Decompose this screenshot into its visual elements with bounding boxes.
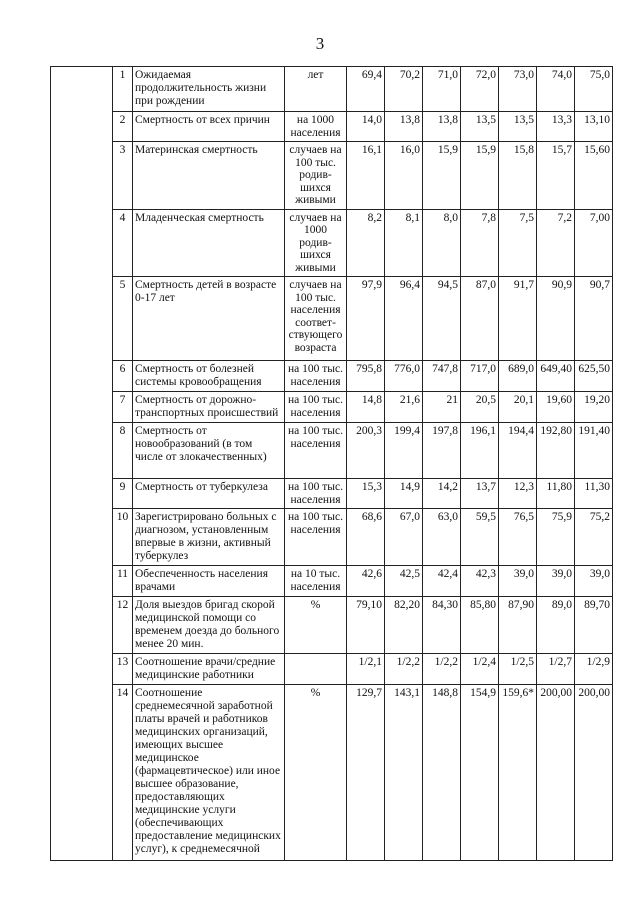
row-number: 1 [113, 67, 133, 112]
table-row [51, 112, 613, 142]
value-cell: 1/2,2 [385, 654, 423, 685]
value-cell: 42,3 [461, 566, 499, 597]
value-cell: 97,9 [347, 277, 385, 361]
unit-cell: на 100 тыс. населения [285, 479, 347, 509]
row-number: 8 [113, 423, 133, 479]
value-cell: 89,0 [537, 597, 575, 654]
value-cell: 148,8 [423, 685, 461, 861]
value-cell: 11,80 [537, 479, 575, 509]
value-cell: 67,0 [385, 509, 423, 566]
value-cell: 87,0 [461, 277, 499, 361]
value-cell: 68,6 [347, 509, 385, 566]
table-row [51, 685, 613, 861]
indicator-name: Смертность от всех причин [133, 112, 285, 142]
value-cell: 143,1 [385, 685, 423, 861]
indicator-name: Зарегистрировано больных с диагнозом, установленным впервые в жизни, активный туберкулез [133, 509, 285, 566]
value-cell: 20,1 [499, 392, 537, 423]
indicators-table [50, 66, 613, 861]
value-cell: 194,4 [499, 423, 537, 479]
value-cell: 96,4 [385, 277, 423, 361]
value-cell: 74,0 [537, 67, 575, 112]
indicator-name: Доля выездов бригад скорой медицинской помощи со временем доезда до больного менее 20 мин. [133, 597, 285, 654]
value-cell: 1/2,5 [499, 654, 537, 685]
value-cell: 94,5 [423, 277, 461, 361]
value-cell: 72,0 [461, 67, 499, 112]
value-cell: 1/2,4 [461, 654, 499, 685]
value-cell: 76,5 [499, 509, 537, 566]
table-row [51, 277, 613, 361]
value-cell: 21 [423, 392, 461, 423]
value-cell: 14,2 [423, 479, 461, 509]
value-cell: 13,8 [385, 112, 423, 142]
table-row [51, 597, 613, 654]
indicator-name: Соотношение врачи/средние медицинские работники [133, 654, 285, 685]
value-cell: 649,40 [537, 361, 575, 392]
value-cell: 84,30 [423, 597, 461, 654]
value-cell: 7,8 [461, 209, 499, 277]
value-cell: 12,3 [499, 479, 537, 509]
value-cell: 13,5 [461, 112, 499, 142]
value-cell: 87,90 [499, 597, 537, 654]
value-cell: 14,9 [385, 479, 423, 509]
value-cell: 75,2 [575, 509, 613, 566]
value-cell: 82,20 [385, 597, 423, 654]
unit-cell: % [285, 685, 347, 861]
unit-cell: на 100 тыс. населения [285, 509, 347, 566]
row-number: 2 [113, 112, 133, 142]
table-row [51, 392, 613, 423]
value-cell: 15,9 [423, 142, 461, 210]
table-row [51, 209, 613, 277]
value-cell: 1/2,7 [537, 654, 575, 685]
indicator-name: Младенческая смертность [133, 209, 285, 277]
table-row [51, 361, 613, 392]
value-cell: 1/2,1 [347, 654, 385, 685]
value-cell: 39,0 [575, 566, 613, 597]
value-cell: 59,5 [461, 509, 499, 566]
value-cell: 192,80 [537, 423, 575, 479]
value-cell: 154,9 [461, 685, 499, 861]
value-cell: 8,1 [385, 209, 423, 277]
unit-cell: лет [285, 67, 347, 112]
row-number: 6 [113, 361, 133, 392]
value-cell: 16,0 [385, 142, 423, 210]
value-cell: 75,0 [575, 67, 613, 112]
value-cell: 159,6* [499, 685, 537, 861]
row-number: 3 [113, 142, 133, 210]
unit-cell: случаев на 100 тыс. родив-шихся живыми [285, 142, 347, 210]
value-cell: 14,0 [347, 112, 385, 142]
value-cell: 39,0 [537, 566, 575, 597]
value-cell: 13,3 [537, 112, 575, 142]
row-number: 14 [113, 685, 133, 861]
value-cell: 7,2 [537, 209, 575, 277]
row-number: 7 [113, 392, 133, 423]
value-cell: 200,00 [575, 685, 613, 861]
unit-cell: на 10 тыс. населения [285, 566, 347, 597]
value-cell: 8,0 [423, 209, 461, 277]
unit-cell: на 100 тыс. населения [285, 361, 347, 392]
value-cell: 689,0 [499, 361, 537, 392]
value-cell: 13,7 [461, 479, 499, 509]
value-cell: 7,00 [575, 209, 613, 277]
indicator-name: Смертность от дорожно-транспортных происшествий [133, 392, 285, 423]
unit-cell: на 1000 населения [285, 112, 347, 142]
table-row [51, 509, 613, 566]
table-row [51, 654, 613, 685]
unit-cell: % [285, 597, 347, 654]
indicator-name: Смертность от новообразований (в том числе от злокачественных) [133, 423, 285, 479]
indicator-name: Ожидаемая продолжительность жизни при рождении [133, 67, 285, 112]
row-number: 10 [113, 509, 133, 566]
value-cell: 7,5 [499, 209, 537, 277]
value-cell: 85,80 [461, 597, 499, 654]
value-cell: 8,2 [347, 209, 385, 277]
value-cell: 776,0 [385, 361, 423, 392]
indicator-name: Смертность от туберкулеза [133, 479, 285, 509]
value-cell: 70,2 [385, 67, 423, 112]
value-cell: 13,8 [423, 112, 461, 142]
value-cell: 71,0 [423, 67, 461, 112]
value-cell: 129,7 [347, 685, 385, 861]
row-number: 9 [113, 479, 133, 509]
table-body [51, 67, 613, 861]
value-cell: 15,3 [347, 479, 385, 509]
table-row [51, 423, 613, 479]
unit-cell: случаев на 100 тыс. населения соответ-ствующего возраста [285, 277, 347, 361]
value-cell: 69,4 [347, 67, 385, 112]
value-cell: 90,9 [537, 277, 575, 361]
value-cell: 79,10 [347, 597, 385, 654]
indicator-name: Обеспеченность населения врачами [133, 566, 285, 597]
page-number: 3 [315, 34, 325, 53]
row-number: 12 [113, 597, 133, 654]
value-cell: 15,8 [499, 142, 537, 210]
value-cell: 1/2,2 [423, 654, 461, 685]
indicator-name: Смертность от болезней системы кровообращения [133, 361, 285, 392]
value-cell: 21,6 [385, 392, 423, 423]
row-number: 11 [113, 566, 133, 597]
value-cell: 13,10 [575, 112, 613, 142]
value-cell: 200,00 [537, 685, 575, 861]
value-cell: 197,8 [423, 423, 461, 479]
value-cell: 11,30 [575, 479, 613, 509]
value-cell: 16,1 [347, 142, 385, 210]
value-cell: 795,8 [347, 361, 385, 392]
value-cell: 15,9 [461, 142, 499, 210]
value-cell: 625,50 [575, 361, 613, 392]
value-cell: 42,4 [423, 566, 461, 597]
value-cell: 15,7 [537, 142, 575, 210]
value-cell: 747,8 [423, 361, 461, 392]
value-cell: 19,60 [537, 392, 575, 423]
value-cell: 42,5 [385, 566, 423, 597]
value-cell: 39,0 [499, 566, 537, 597]
value-cell: 73,0 [499, 67, 537, 112]
value-cell: 42,6 [347, 566, 385, 597]
unit-cell: на 100 тыс. населения [285, 423, 347, 479]
value-cell: 90,7 [575, 277, 613, 361]
table-row [51, 67, 613, 112]
value-cell: 199,4 [385, 423, 423, 479]
table-row [51, 142, 613, 210]
value-cell: 20,5 [461, 392, 499, 423]
value-cell: 717,0 [461, 361, 499, 392]
table-row [51, 479, 613, 509]
value-cell: 13,5 [499, 112, 537, 142]
value-cell: 89,70 [575, 597, 613, 654]
table-row [51, 566, 613, 597]
unit-cell [285, 654, 347, 685]
indicator-name: Соотношение среднемесячной заработной платы врачей и работников медицинских организаций, имеющих высшее медицинское (фармацевтическое) или иное высшее образование, предоставляющих медицинские услуги (обеспечивающих предоставление медицинских услуг), к среднемесячной [133, 685, 285, 861]
value-cell: 15,60 [575, 142, 613, 210]
value-cell: 75,9 [537, 509, 575, 566]
value-cell: 191,40 [575, 423, 613, 479]
value-cell: 63,0 [423, 509, 461, 566]
value-cell: 1/2,9 [575, 654, 613, 685]
value-cell: 91,7 [499, 277, 537, 361]
unit-cell: на 100 тыс. населения [285, 392, 347, 423]
row-number: 13 [113, 654, 133, 685]
indicator-name: Смертность детей в возрасте 0-17 лет [133, 277, 285, 361]
value-cell: 200,3 [347, 423, 385, 479]
value-cell: 14,8 [347, 392, 385, 423]
indicator-name: Материнская смертность [133, 142, 285, 210]
value-cell: 196,1 [461, 423, 499, 479]
unit-cell: случаев на 1000 родив-шихся живыми [285, 209, 347, 277]
value-cell: 19,20 [575, 392, 613, 423]
row-number: 5 [113, 277, 133, 361]
row-number: 4 [113, 209, 133, 277]
left-margin-cell [51, 67, 113, 861]
